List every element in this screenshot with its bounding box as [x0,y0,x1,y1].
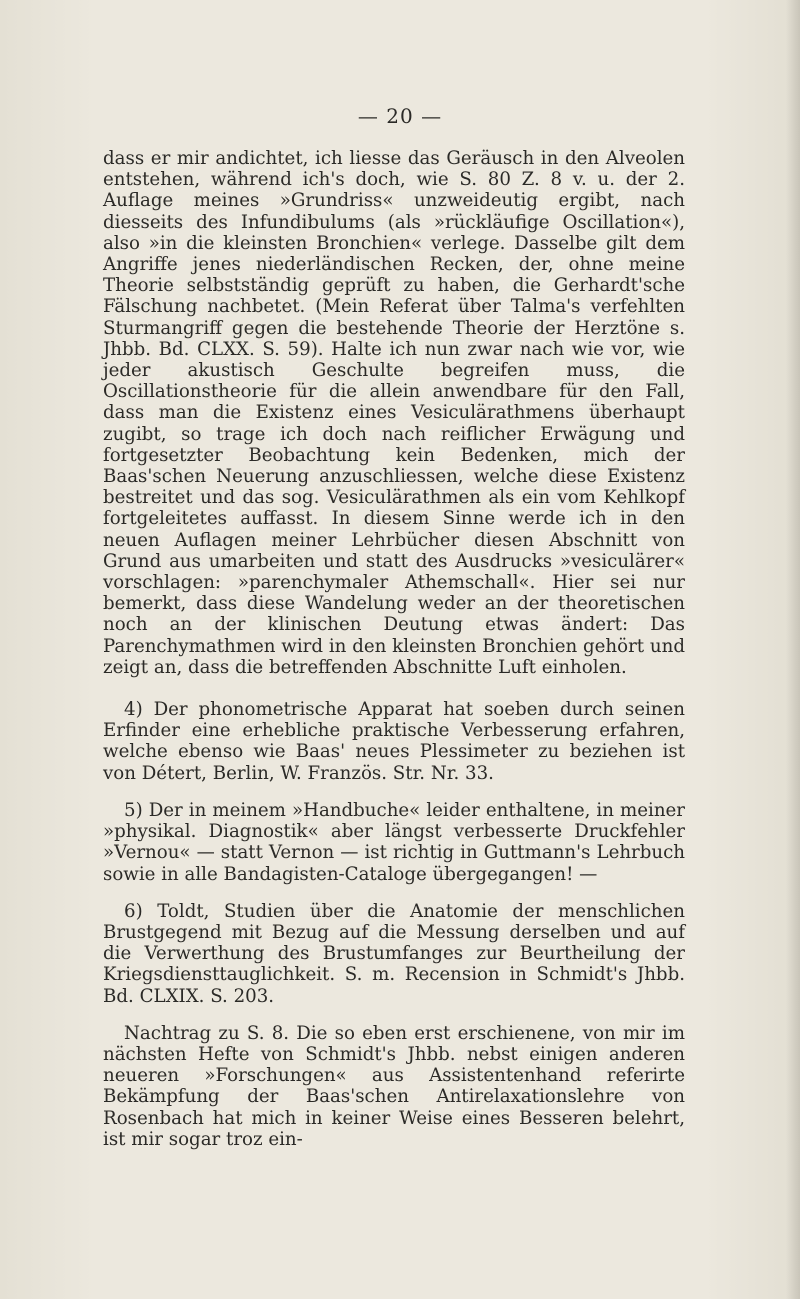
page-edge-shadow [786,0,800,1299]
page-body [103,148,685,1150]
paragraph-note-5: 5) Der in meinem »Handbuche« leider enthaltene, in meiner »physikal. Diagnostik« aber längst verbesserte Druckfehler »Vernou« — statt Vernon — ist richtig in Guttmann's Lehrbuch sowie in alle Bandagisten-Cataloge übergegangen! — [103,799,685,885]
page-number: — 20 — [357,104,443,128]
paragraph-note-6: 6) Toldt, Studien über die Anatomie der menschlichen Brustgegend mit Bezug auf die Messung derselben und auf die Verwerthung des Brustumfanges zur Beurtheilung der Kriegsdiensttauglichkeit. S. m. Recension in Schmidt's Jhbb. Bd. CLXIX. S. 203. [103,900,685,1007]
paragraph-nachtrag: Nachtrag zu S. 8. Die so eben erst erschienene, von mir im nächsten Hefte von Schmidt's Jhbb. nebst einigen anderen neueren »Forschungen« aus Assistentenhand referirte Bekämpfung der Baas'schen Antirelaxationslehre von Rosenbach hat mich in keiner Weise eines Besseren belehrt, ist mir sogar troz ein- [103,1022,685,1150]
paragraph-continuation: dass er mir andichtet, ich liesse das Geräusch in den Alveolen entstehen, während ich's doch, wie S. 80 Z. 8 v. u. der 2. Auflage meines »Grundriss« unzweideutig ergibt, nach diesseits des Infundibulums (als »rückläufige Oscillation«), also »in die kleinsten Bronchien« verlege. Dasselbe gilt dem Angriffe jenes niederländischen Recken, der, ohne meine Theorie selbstständig geprüft zu haben, die Gerhardt'sche Fälschung nachbetet. (Mein Referat über Talma's verfehlten Sturmangriff gegen die bestehende Theorie der Herztöne s. Jhbb. Bd. CLXX. S. 59). Halte ich nun zwar nach wie vor, wie jeder akustisch Geschulte begreifen muss, die Oscillationstheorie für die allein anwendbare für den Fall, dass man die Existenz eines Vesiculärathmens überhaupt zugibt, so trage ich doch nach reiflicher Erwägung und fortgesetzter Beobachtung kein Bedenken, mich der Baas'schen Neuerung anzuschliessen, welche diese Existenz bestreitet und das sog. Vesiculärathmen als ein vom Kehlkopf fortgeleitetes auffasst. In diesem Sinne werde ich in den neuen Auflagen meiner Lehrbücher diesen Abschnitt von Grund aus umarbeiten und statt des Ausdrucks »vesiculärer« vorschlagen: »parenchymaler Athemschall«. Hier sei nur bemerkt, dass diese Wandelung weder an der theoretischen noch an der klinischen Deutung etwas ändert: Das Parenchymathmen wird in den kleinsten Bronchien gehört und zeigt an, dass die betreffenden Abschnitte Luft einholen. [103,148,685,678]
paragraph-note-4: 4) Der phonometrische Apparat hat soeben durch seinen Erfinder eine erhebliche praktische Verbesserung erfahren, welche ebenso wie Baas' neues Plessimeter zu beziehen ist von Détert, Berlin, W. Französ. Str. Nr. 33. [103,699,685,784]
